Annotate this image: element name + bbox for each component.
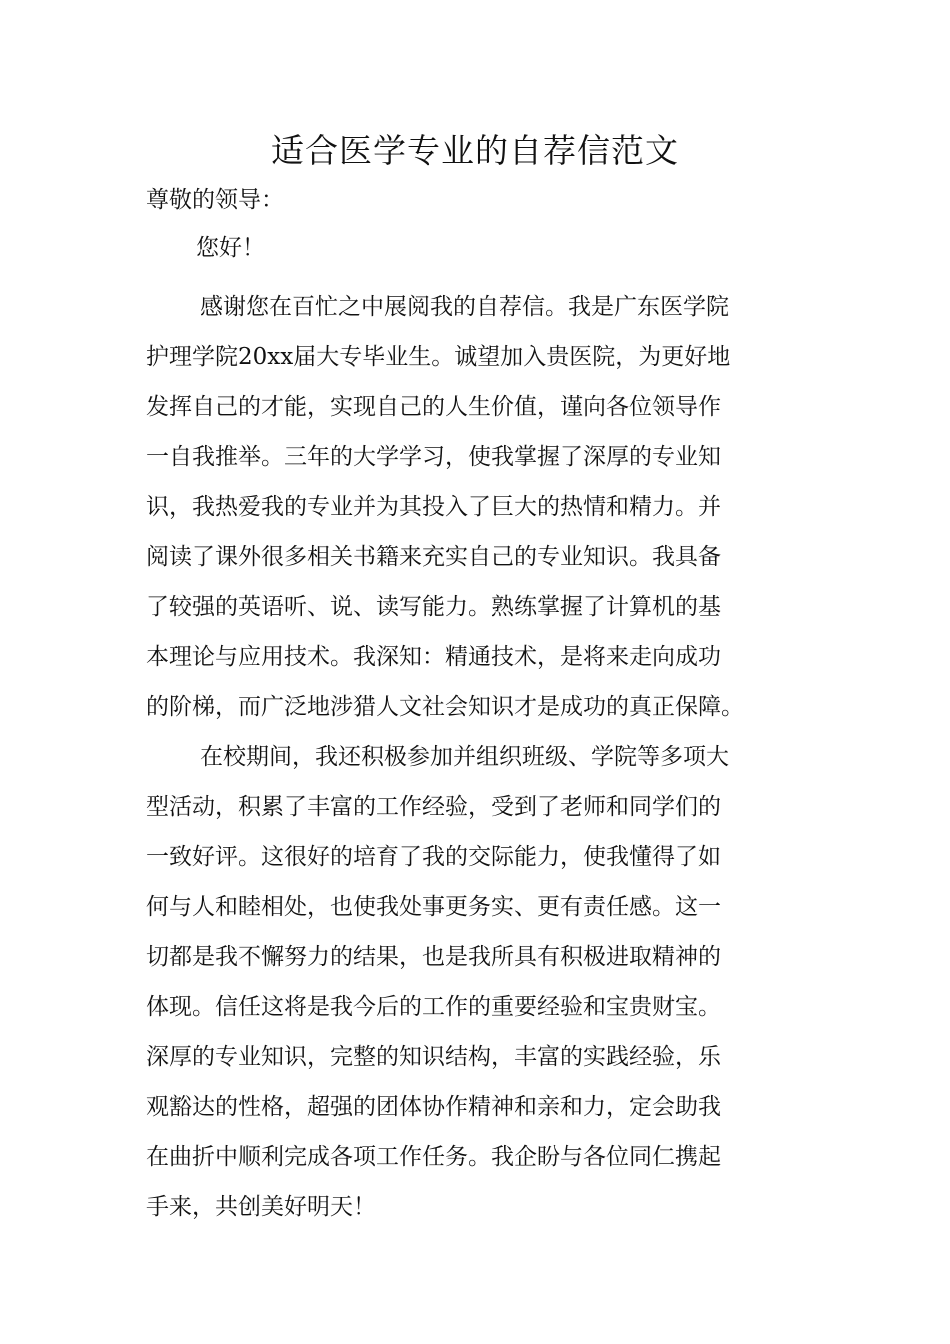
paragraph-line: 在曲折中顺利完成各项工作任务。我企盼与各位同仁携起 bbox=[146, 1144, 721, 1170]
paragraph-line: 手来，共创美好明天！ bbox=[146, 1194, 376, 1220]
paragraph-2 bbox=[146, 732, 806, 1232]
paragraph-line: 观豁达的性格，超强的团体协作精神和亲和力，定会助我 bbox=[146, 1094, 721, 1120]
paragraph-line: 的阶梯，而广泛地涉猎人文社会知识才是成功的真正保障。 bbox=[146, 694, 744, 720]
letter-body bbox=[146, 282, 806, 1232]
paragraph-line: 切都是我不懈努力的结果，也是我所具有积极进取精神的 bbox=[146, 944, 721, 970]
paragraph-line: 型活动，积累了丰富的工作经验，受到了老师和同学们的 bbox=[146, 794, 721, 820]
paragraph-line: 一自我推举。三年的大学学习，使我掌握了深厚的专业知 bbox=[146, 444, 721, 470]
document-title: 适合医学专业的自荐信范文 bbox=[271, 131, 679, 170]
paragraph-line: 阅读了课外很多相关书籍来充实自己的专业知识。我具备 bbox=[146, 544, 721, 570]
paragraph-line: 发挥自己的才能，实现自己的人生价值，谨向各位领导作 bbox=[146, 394, 721, 420]
paragraph-line: 感谢您在百忙之中展阅我的自荐信。我是广东医学院 bbox=[200, 294, 729, 320]
salutation: 尊敬的领导： bbox=[146, 187, 284, 213]
paragraph-line: 体现。信任这将是我今后的工作的重要经验和宝贵财宝。 bbox=[146, 994, 721, 1020]
paragraph-line: 在校期间，我还积极参加并组织班级、学院等多项大 bbox=[200, 744, 729, 770]
greeting: 您好！ bbox=[196, 235, 265, 261]
paragraph-line: 了较强的英语听、说、读写能力。熟练掌握了计算机的基 bbox=[146, 594, 721, 620]
paragraph-line: 一致好评。这很好的培育了我的交际能力，使我懂得了如 bbox=[146, 844, 721, 870]
paragraph-1 bbox=[146, 282, 806, 732]
paragraph-line: 识，我热爱我的专业并为其投入了巨大的热情和精力。并 bbox=[146, 494, 721, 520]
paragraph-line: 何与人和睦相处，也使我处事更务实、更有责任感。这一 bbox=[146, 894, 721, 920]
paragraph-line: 深厚的专业知识，完整的知识结构，丰富的实践经验，乐 bbox=[146, 1044, 721, 1070]
paragraph-line: 本理论与应用技术。我深知：精通技术，是将来走向成功 bbox=[146, 644, 721, 670]
paragraph-line: 护理学院20xx届大专毕业生。诚望加入贵医院，为更好地 bbox=[146, 344, 731, 370]
